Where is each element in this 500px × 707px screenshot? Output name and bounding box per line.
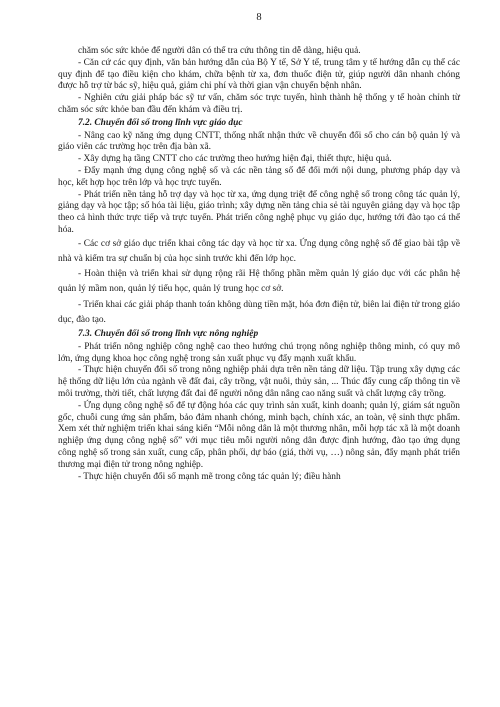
paragraph: - Nghiên cứu giải pháp bác sỹ tư vấn, chăm sóc trực tuyến, hình thành hệ thống y tế hoàn chỉnh từ chăm sóc sức khỏe ban đầu đến khám và điều trị. — [58, 93, 460, 115]
document-body — [58, 46, 460, 483]
paragraph: - Xây dựng hạ tầng CNTT cho các trường theo hướng hiện đại, thiết thực, hiệu quả. — [78, 154, 392, 165]
page-number: 8 — [256, 12, 262, 23]
paragraph: - Đẩy mạnh ứng dụng công nghệ số và các nền tảng số để đổi mới nội dung, phương pháp dạy và học, kết hợp học trên lớp và học trực tuyến. — [58, 165, 460, 188]
paragraph: - Triển khai các giải pháp thanh toán không dùng tiền mặt, hóa đơn điện tử, biên lai điện tử trong giáo dục, đào tạo. — [58, 299, 460, 325]
paragraph: - Các cơ sở giáo dục triển khai công tác dạy và học từ xa. Ứng dụng công nghệ số để giao bài tập về nhà và kiểm tra sự chuẩn bị của học sinh trước khi đến lớp học. — [58, 238, 460, 264]
paragraph: - Phát triển nông nghiệp công nghệ cao theo hướng chú trọng nông nghiệp thông minh, có quy mô lớn, ứng dụng khoa học công nghệ trong sản xuất phục vụ đẩy mạnh xuất khẩu. — [58, 341, 460, 364]
paragraph: chăm sóc sức khỏe để người dân có thể tra cứu thông tin dễ dàng, hiệu quả. — [78, 46, 361, 56]
paragraph: - Thực hiện chuyển đổi số trong nông nghiệp phải dựa trên nền tảng dữ liệu. Tập trung xây dựng các hệ thống dữ liệu lớn của ngành về đất đai, cây trồng, vật nuôi, thủy sản, ... Thúc đẩy cung cấp thông tin về môi trường, thời tiết, chất lượng đất đai để người nông dân nâng cao năng suất và chất lượng cây trồng. — [58, 365, 460, 399]
section-heading: 7.3. Chuyển đổi số trong lĩnh vực nông nghiệp — [78, 328, 259, 339]
section-heading: 7.2. Chuyển đổi số trong lĩnh vực giáo dục — [78, 117, 243, 128]
paragraph: - Thực hiện chuyển đổi số mạnh mẽ trong công tác quản lý; điều hành — [78, 471, 341, 482]
paragraph: - Hoàn thiện và triển khai sử dụng rộng rãi Hệ thống phần mềm quản lý giáo dục với các phân hệ quản lý mầm non, quản lý tiểu học, quản lý trung học cơ sở. — [58, 269, 460, 295]
paragraph: - Ứng dụng công nghệ số để tự động hóa các quy trình sản xuất, kinh doanh; quản lý, giám sát nguồn gốc, chuỗi cung ứng sản phẩm, bảo đảm nhanh chóng, minh bạch, chính xác, an toàn, vệ sinh thực phẩm. Xem xét thử nghiệm triển khai sáng kiến “Mỗi nông dân là một thương nhân, mỗi hợp tác xã là một doanh nghiệp ứng dụng công nghệ số” với mục tiêu mỗi người nông dân được định hướng, đào tạo ứng dụng công nghệ số trong sản xuất, cung cấp, phân phối, dự báo (giá, thời vụ, …) nông sản, đẩy mạnh phát triển thương mại điện tử trong nông nghiệp. — [58, 400, 460, 470]
paragraph: - Căn cứ các quy định, văn bản hướng dẫn của Bộ Y tế, Sở Y tế, trung tâm y tế hướng dẫn cụ thể các quy định để tạo điều kiện cho khám, chữa bệnh từ xa, đơn thuốc điện tử, giúp người dân nhanh chóng được hỗ trợ từ bác sỹ, hiệu quả, giảm chi phí và thời gian vận chuyển bệnh nhân. — [58, 57, 460, 92]
paragraph: - Phát triển nền tảng hỗ trợ dạy và học từ xa, ứng dụng triệt để công nghệ số trong công tác quản lý, giảng dạy và học tập; số hóa tài liệu, giáo trình; xây dựng nền tảng chia sẻ tài nguyên giảng dạy và học tập theo cả hình thức trực tiếp và trực tuyến. Phát triển công nghệ phục vụ giáo dục, hướng tới đào tạo cá thể hóa. — [58, 189, 460, 235]
paragraph: - Nâng cao kỹ năng ứng dụng CNTT, thống nhất nhận thức về chuyển đổi số cho cán bộ quản lý và giáo viên các trường học trên địa bàn xã. — [58, 130, 460, 153]
